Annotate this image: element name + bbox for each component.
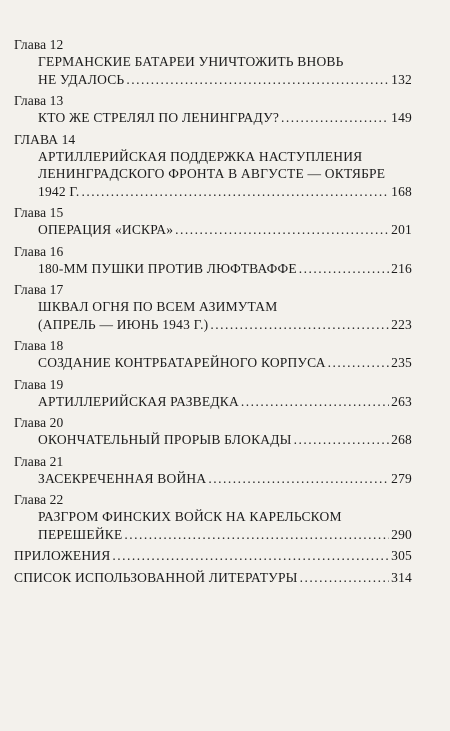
chapter-label: Глава 15 bbox=[14, 205, 64, 220]
chapter-title-line: ГЕРМАНСКИЕ БАТАРЕИ УНИЧТОЖИТЬ ВНОВЬ bbox=[38, 54, 344, 69]
toc-entry-appendices bbox=[14, 547, 412, 565]
page-number: 168 bbox=[391, 183, 412, 199]
page-number: 279 bbox=[391, 470, 412, 486]
dot-leader bbox=[81, 183, 389, 201]
chapter-title-last-line bbox=[14, 109, 412, 127]
chapter-title-last-line bbox=[14, 526, 412, 544]
chapter-title-text: КТО ЖЕ СТРЕЛЯЛ ПО ЛЕНИНГРАДУ? bbox=[38, 110, 280, 125]
toc-entry-chapter-18 bbox=[14, 337, 412, 372]
toc-entry-chapter-19 bbox=[14, 376, 412, 411]
chapter-title-text: СОЗДАНИЕ КОНТРБАТАРЕЙНОГО КОРПУСА bbox=[38, 355, 326, 370]
dot-leader bbox=[210, 316, 389, 334]
chapter-title-line: ЛЕНИНГРАДСКОГО ФРОНТА В АВГУСТЕ — ОКТЯБРЕ bbox=[38, 166, 386, 181]
dot-leader bbox=[126, 71, 389, 89]
dot-leader bbox=[208, 470, 389, 488]
toc-entry-chapter-12 bbox=[14, 36, 412, 88]
section-title-line bbox=[14, 569, 412, 587]
chapter-title-text: НЕ УДАЛОСЬ bbox=[38, 71, 125, 87]
chapter-title-text: ОПЕРАЦИЯ «ИСКРА» bbox=[38, 222, 174, 237]
chapter-title-last-line bbox=[14, 470, 412, 488]
chapter-title-last-line bbox=[14, 393, 412, 411]
dot-leader bbox=[281, 109, 389, 127]
chapter-label: Глава 18 bbox=[14, 338, 64, 353]
page-number: 132 bbox=[391, 71, 412, 87]
page-number: 235 bbox=[391, 355, 412, 370]
toc-entry-chapter-15 bbox=[14, 204, 412, 239]
toc-entry-chapter-16 bbox=[14, 243, 412, 278]
chapter-title-last-line bbox=[14, 221, 412, 239]
chapter-title-last-line bbox=[14, 316, 412, 334]
page-number: 223 bbox=[391, 316, 412, 332]
table-of-contents bbox=[14, 36, 412, 590]
page-number: 314 bbox=[391, 569, 412, 585]
dot-leader bbox=[175, 221, 389, 239]
dot-leader bbox=[299, 260, 389, 278]
chapter-title-text: 180-ММ ПУШКИ ПРОТИВ ЛЮФТВАФФЕ bbox=[38, 260, 297, 276]
chapter-title-last-line bbox=[14, 354, 412, 372]
toc-entry-chapter-22 bbox=[14, 491, 412, 543]
toc-entry-chapter-14 bbox=[14, 131, 412, 201]
chapter-title-last-line bbox=[14, 431, 412, 449]
page-number: 201 bbox=[391, 222, 412, 237]
chapter-title-text: ПЕРЕШЕЙКЕ bbox=[38, 526, 123, 542]
chapter-label: Глава 13 bbox=[14, 93, 64, 108]
chapter-title-line: ШКВАЛ ОГНЯ ПО ВСЕМ АЗИМУТАМ bbox=[38, 299, 278, 314]
page-number: 268 bbox=[391, 432, 412, 447]
chapter-label: Глава 16 bbox=[14, 243, 64, 259]
dot-leader bbox=[300, 569, 390, 587]
chapter-label: Глава 12 bbox=[14, 37, 64, 52]
section-title-text: ПРИЛОЖЕНИЯ bbox=[14, 548, 111, 563]
chapter-title-line: РАЗГРОМ ФИНСКИХ ВОЙСК НА КАРЕЛЬСКОМ bbox=[38, 509, 342, 524]
toc-entry-chapter-17 bbox=[14, 281, 412, 333]
chapter-title-last-line bbox=[14, 183, 412, 201]
dot-leader bbox=[124, 526, 389, 544]
chapter-label: Глава 19 bbox=[14, 376, 64, 392]
dot-leader bbox=[112, 547, 389, 565]
section-title-line bbox=[14, 547, 412, 565]
chapter-title-text: (АПРЕЛЬ — ИЮНЬ 1943 Г.) bbox=[38, 316, 209, 332]
section-title-text: СПИСОК ИСПОЛЬЗОВАННОЙ ЛИТЕРАТУРЫ bbox=[14, 569, 298, 585]
chapter-title-text: ЗАСЕКРЕЧЕННАЯ ВОЙНА bbox=[38, 470, 207, 486]
dot-leader bbox=[294, 431, 390, 449]
dot-leader bbox=[328, 354, 389, 372]
dot-leader bbox=[241, 393, 389, 411]
chapter-title-text: ОКОНЧАТЕЛЬНЫЙ ПРОРЫВ БЛОКАДЫ bbox=[38, 432, 292, 447]
page-number: 290 bbox=[391, 526, 412, 542]
chapter-title-text: АРТИЛЛЕРИЙСКАЯ РАЗВЕДКА bbox=[38, 393, 239, 409]
toc-entry-chapter-13 bbox=[14, 92, 412, 127]
chapter-label: Глава 21 bbox=[14, 453, 64, 469]
chapter-title-text: 1942 Г. bbox=[38, 183, 80, 199]
page-number: 305 bbox=[391, 548, 412, 563]
chapter-label: Глава 22 bbox=[14, 492, 64, 507]
toc-entry-bibliography bbox=[14, 569, 412, 587]
chapter-label: Глава 20 bbox=[14, 415, 64, 430]
page-number: 149 bbox=[391, 110, 412, 125]
toc-entry-chapter-21 bbox=[14, 453, 412, 488]
page-number: 263 bbox=[391, 393, 412, 409]
chapter-title-line: АРТИЛЛЕРИЙСКАЯ ПОДДЕРЖКА НАСТУПЛЕНИЯ bbox=[38, 148, 363, 164]
toc-entry-chapter-20 bbox=[14, 414, 412, 449]
chapter-title-last-line bbox=[14, 260, 412, 278]
chapter-title-last-line bbox=[14, 71, 412, 89]
chapter-label: ГЛАВА 14 bbox=[14, 131, 76, 147]
page-number: 216 bbox=[391, 260, 412, 276]
chapter-label: Глава 17 bbox=[14, 282, 64, 297]
